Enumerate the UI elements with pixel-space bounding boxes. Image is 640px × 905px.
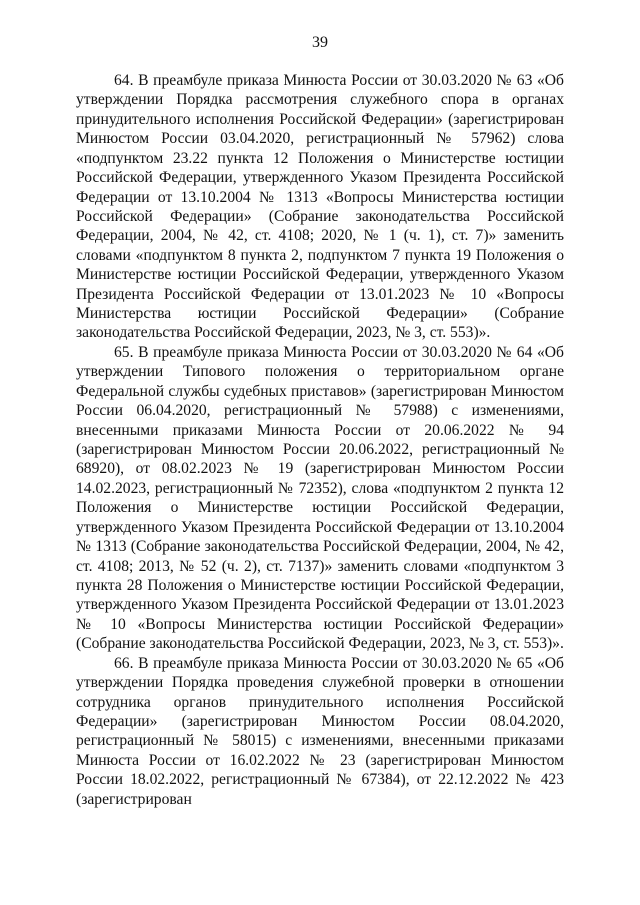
document-body xyxy=(76,71,564,809)
paragraph-66: 66. В преамбуле приказа Минюста России от 30.03.2020 № 65 «Об утверждении Порядка проведения служебной проверки в отношении сотрудника органов принудительного исполнения Российской Федерации» (зарегистрирован Минюстом России 08.04.2020, регистрационный № 58015) с изменениями, внесенными приказами Минюста России от 16.02.2022 № 23 (зарегистрирован Минюстом России 18.02.2022, регистрационный № 67384), от 22.12.2022 № 423 (зарегистрирован xyxy=(76,654,564,808)
paragraph-64: 64. В преамбуле приказа Минюста России от 30.03.2020 № 63 «Об утверждении Порядка рассмотрения служебного спора в органах принудительного исполнения Российской Федерации» (зарегистрирован Минюстом России 03.04.2020, регистрационный № 57962) слова «подпунктом 23.22 пункта 12 Положения о Министерстве юстиции Российской Федерации, утвержденного Указом Президента Российской Федерации от 13.10.2004 № 1313 «Вопросы Министерства юстиции Российской Федерации» (Собрание законодательства Российской Федерации, 2004, № 42, ст. 4108; 2020, № 1 (ч. 1), ст. 7)» заменить словами «подпунктом 8 пункта 2, подпунктом 7 пункта 19 Положения о Министерстве юстиции Российской Федерации, утвержденного Указом Президента Российской Федерации от 13.01.2023 № 10 «Вопросы Министерства юстиции Российской Федерации» (Собрание законодательства Российской Федерации, 2023, № 3, ст. 553)». xyxy=(76,72,564,342)
paragraph-65: 65. В преамбуле приказа Минюста России от 30.03.2020 № 64 «Об утверждении Типового положения о территориальном органе Федеральной службы судебных приставов» (зарегистрирован Минюстом России 06.04.2020, регистрационный № 57988) с изменениями, внесенными приказами Минюста России от 20.06.2022 № 94 (зарегистрирован Минюстом России 20.06.2022, регистрационный № 68920), от 08.02.2023 № 19 (зарегистрирован Минюстом России 14.02.2023, регистрационный № 72352), слова «подпунктом 2 пункта 12 Положения о Министерстве юстиции Российской Федерации, утвержденного Указом Президента Российской Федерации от 13.10.2004 № 1313 (Собрание законодательства Российской Федерации, 2004, № 42, ст. 4108; 2013, № 52 (ч. 2), ст. 7137)» заменить словами «подпунктом 3 пункта 28 Положения о Министерстве юстиции Российской Федерации, утвержденного Указом Президента Российской Федерации от 13.01.2023 № 10 «Вопросы Министерства юстиции Российской Федерации» (Собрание законодательства Российской Федерации, 2023, № 3, ст. 553)». xyxy=(76,343,564,653)
page-number: 39 xyxy=(312,34,328,51)
